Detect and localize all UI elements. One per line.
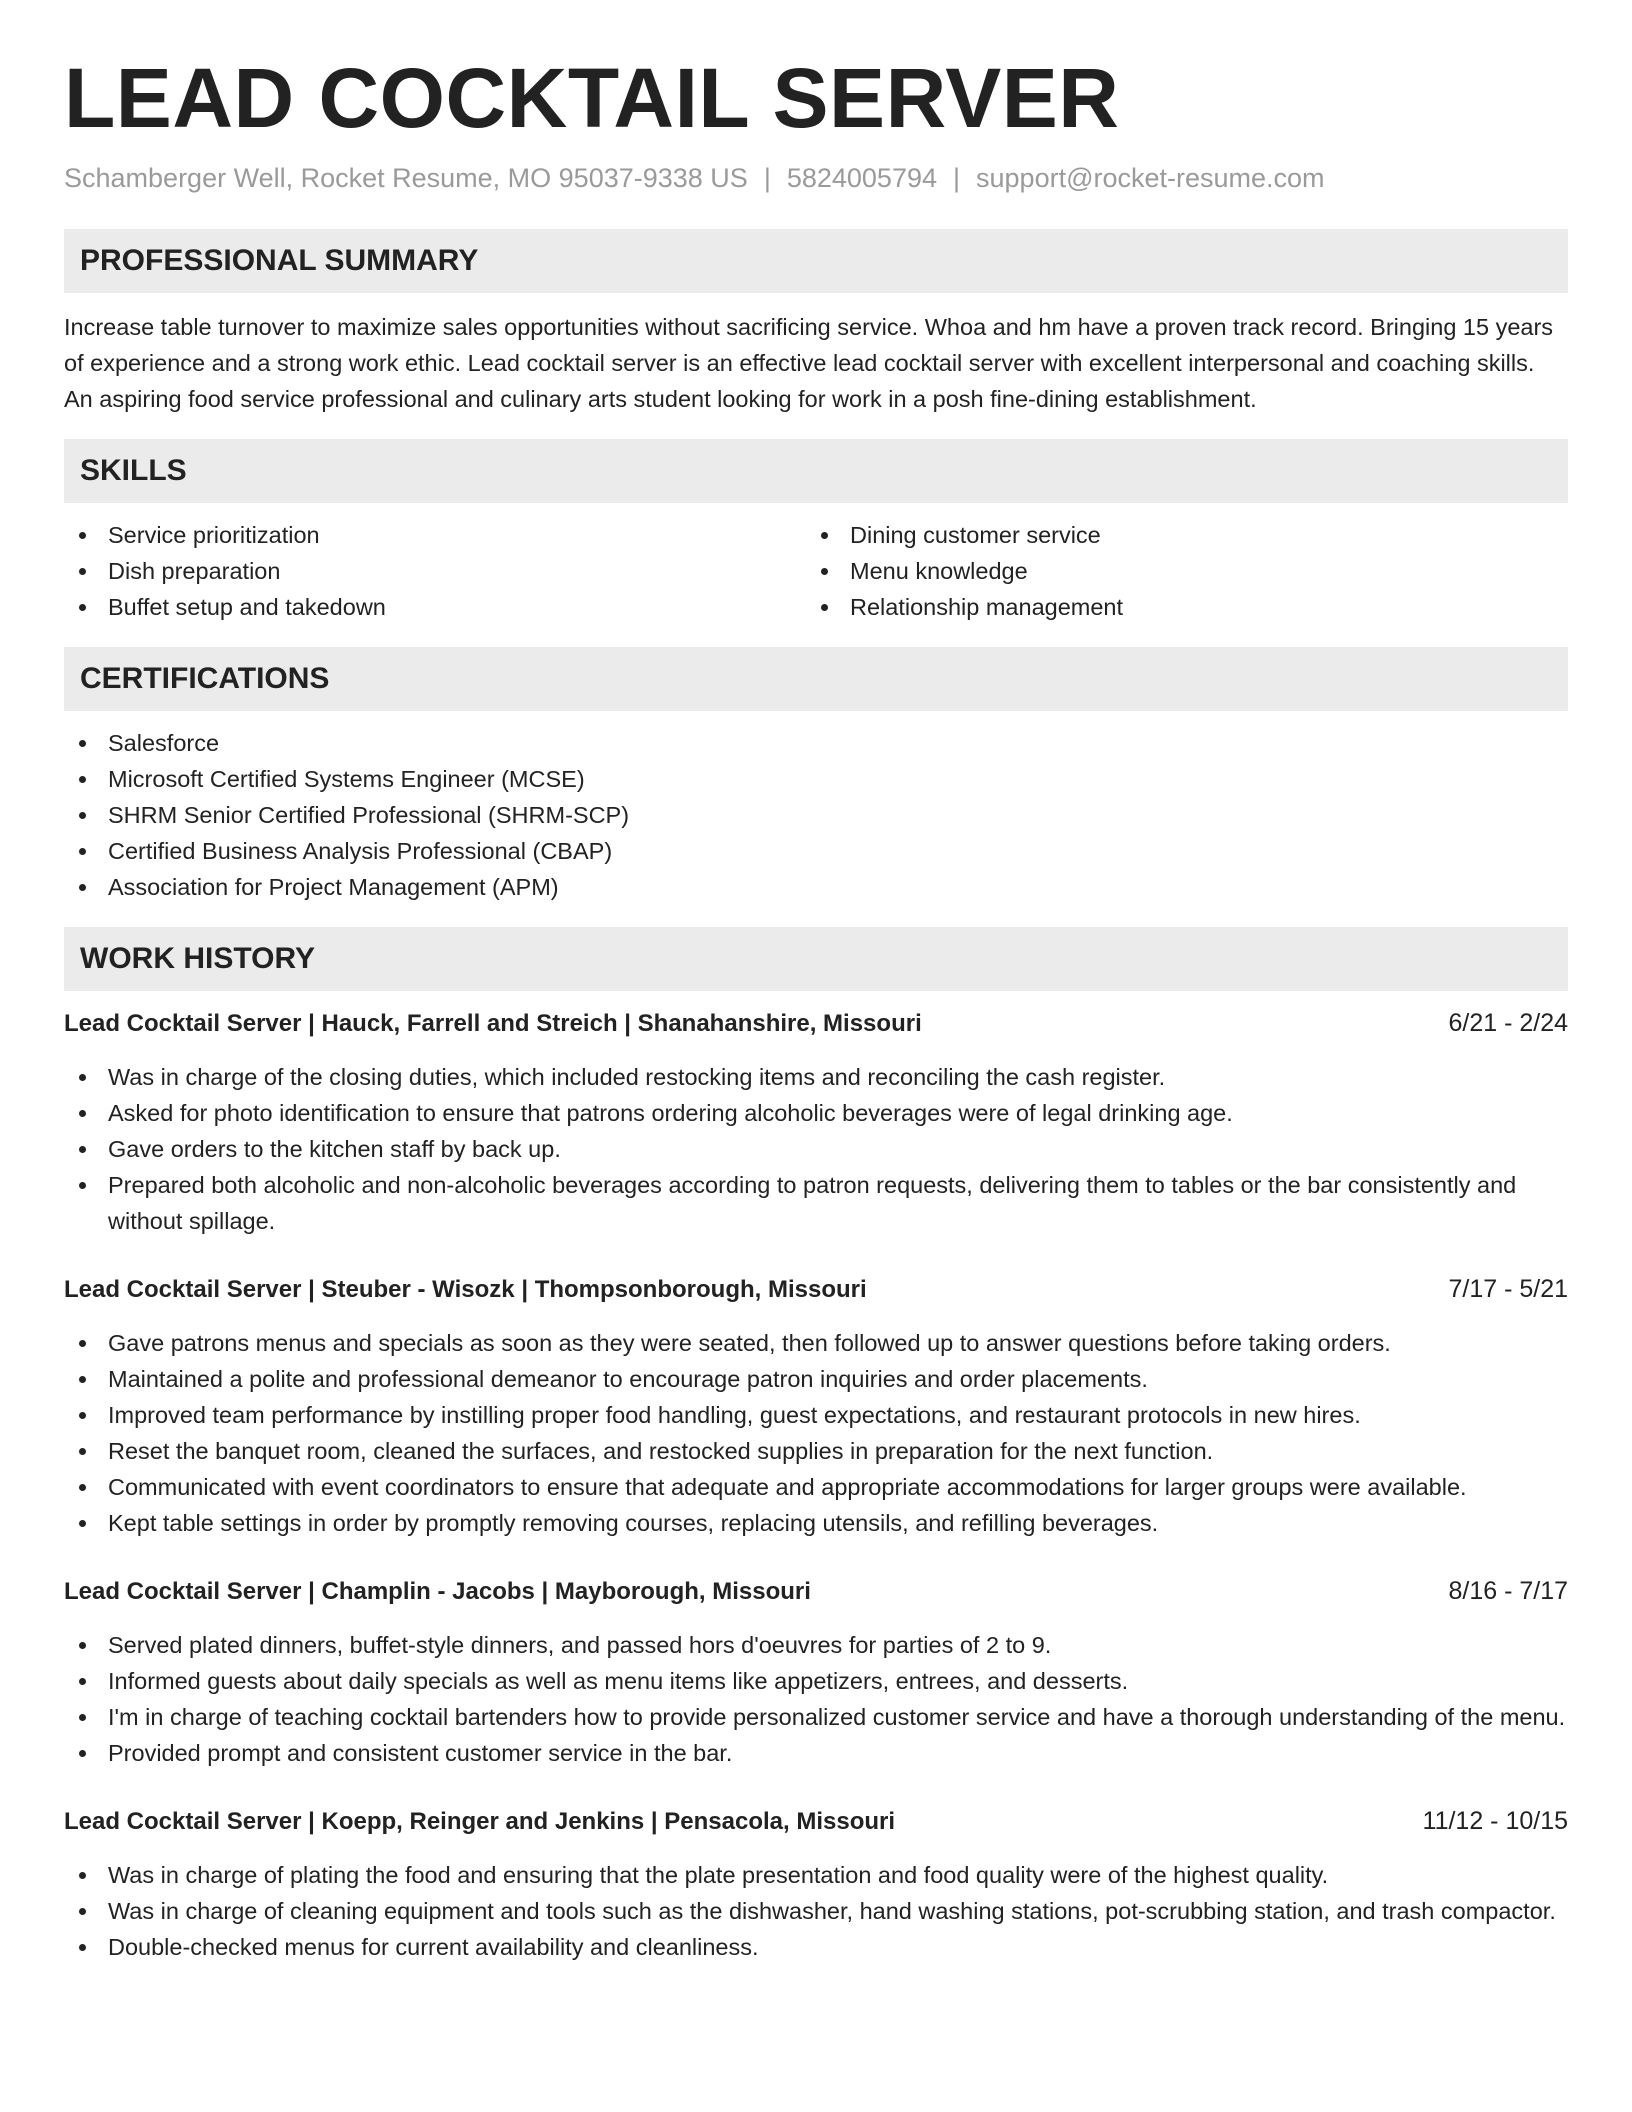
- job-bullet: Prepared both alcoholic and non-alcoholic beverages according to patron requests, delivering them to tables or the bar consistently and without spillage.: [64, 1167, 1568, 1239]
- job-bullets: [64, 1627, 1568, 1771]
- job-entry: [64, 1573, 1568, 1771]
- skill-item: Relationship management: [806, 589, 1548, 625]
- job-bullet: Provided prompt and consistent customer service in the bar.: [64, 1735, 1568, 1771]
- contact-address: Schamberger Well, Rocket Resume, MO 95037-9338 US: [64, 162, 748, 193]
- job-bullet: Gave patrons menus and specials as soon as they were seated, then followed up to answer questions before taking orders.: [64, 1325, 1568, 1361]
- job-bullet: Informed guests about daily specials as well as menu items like appetizers, entrees, and desserts.: [64, 1663, 1568, 1699]
- job-bullet: Maintained a polite and professional demeanor to encourage patron inquiries and order placements.: [64, 1361, 1568, 1397]
- section-header-work-history: WORK HISTORY: [64, 927, 1568, 991]
- certification-item: Association for Project Management (APM): [64, 869, 1568, 905]
- job-bullets: [64, 1325, 1568, 1541]
- contact-line: [64, 161, 1568, 196]
- job-entry: [64, 1005, 1568, 1239]
- summary-text: Increase table turnover to maximize sales opportunities without sacrificing service. Whoa and hm have a proven track record. Bringing 15 years of experience and a strong work ethic. Lead cocktail server is an effective lead cocktail server with excellent interpersonal and coaching skills. An aspiring food service professional and culinary arts student looking for work in a posh fine-dining establishment.: [64, 313, 1554, 412]
- job-header: [64, 1271, 1568, 1308]
- job-entry: [64, 1803, 1568, 1965]
- contact-email: support@rocket-resume.com: [976, 162, 1325, 193]
- job-bullet: Kept table settings in order by promptly removing courses, replacing utensils, and refilling beverages.: [64, 1505, 1568, 1541]
- job-bullet: Communicated with event coordinators to ensure that adequate and appropriate accommodations for larger groups were available.: [64, 1469, 1568, 1505]
- job-bullet: Asked for photo identification to ensure that patrons ordering alcoholic beverages were of legal drinking age.: [64, 1095, 1568, 1131]
- job-title: Lead Cocktail Server | Steuber - Wisozk | Thompsonborough, Missouri: [64, 1275, 867, 1303]
- section-header-skills: SKILLS: [64, 439, 1568, 503]
- job-entry: [64, 1271, 1568, 1541]
- skills-list: [64, 517, 1568, 625]
- job-dates: 6/21 - 2/24: [1448, 1008, 1568, 1037]
- certification-item: Certified Business Analysis Professional (CBAP): [64, 833, 1568, 869]
- certification-item: SHRM Senior Certified Professional (SHRM-SCP): [64, 797, 1568, 833]
- skill-item: Dish preparation: [64, 553, 806, 589]
- job-bullets: [64, 1059, 1568, 1239]
- job-title: Lead Cocktail Server | Koepp, Reinger and Jenkins | Pensacola, Missouri: [64, 1807, 896, 1835]
- job-header: [64, 1573, 1568, 1610]
- job-bullets: [64, 1857, 1568, 1965]
- contact-phone: 5824005794: [786, 162, 937, 193]
- certification-item: Salesforce: [64, 725, 1568, 761]
- job-title: Lead Cocktail Server | Hauck, Farrell and Streich | Shanahanshire, Missouri: [64, 1009, 922, 1037]
- job-bullet: Was in charge of cleaning equipment and tools such as the dishwasher, hand washing stations, pot-scrubbing station, and trash compactor.: [64, 1893, 1568, 1929]
- resume-name-heading: LEAD COCKTAIL SERVER: [64, 51, 1120, 145]
- certification-item: Microsoft Certified Systems Engineer (MCSE): [64, 761, 1568, 797]
- job-bullet: Was in charge of plating the food and ensuring that the plate presentation and food quality were of the highest quality.: [64, 1857, 1568, 1893]
- section-header-certifications: CERTIFICATIONS: [64, 647, 1568, 711]
- contact-separator: |: [763, 162, 771, 193]
- job-dates: 8/16 - 7/17: [1448, 1576, 1568, 1605]
- skill-item: Dining customer service: [806, 517, 1548, 553]
- skill-item: Service prioritization: [64, 517, 806, 553]
- job-title: Lead Cocktail Server | Champlin - Jacobs | Mayborough, Missouri: [64, 1577, 811, 1605]
- job-bullet: Reset the banquet room, cleaned the surfaces, and restocked supplies in preparation for the next function.: [64, 1433, 1568, 1469]
- section-header-summary: PROFESSIONAL SUMMARY: [64, 229, 1568, 293]
- contact-separator: |: [953, 162, 961, 193]
- job-header: [64, 1803, 1568, 1840]
- skills-column-right: [806, 517, 1548, 625]
- certifications-list: [64, 725, 1568, 905]
- job-bullet: Was in charge of the closing duties, which included restocking items and reconciling the cash register.: [64, 1059, 1568, 1095]
- job-header: [64, 1005, 1568, 1042]
- job-dates: 11/12 - 10/15: [1422, 1806, 1568, 1835]
- skill-item: Menu knowledge: [806, 553, 1548, 589]
- job-bullet: Gave orders to the kitchen staff by back up.: [64, 1131, 1568, 1167]
- job-bullet: Served plated dinners, buffet-style dinners, and passed hors d'oeuvres for parties of 2 to 9.: [64, 1627, 1568, 1663]
- job-dates: 7/17 - 5/21: [1448, 1274, 1568, 1303]
- job-bullet: Double-checked menus for current availability and cleanliness.: [64, 1929, 1568, 1965]
- skill-item: Buffet setup and takedown: [64, 589, 806, 625]
- skills-column-left: [64, 517, 806, 625]
- job-bullet: I'm in charge of teaching cocktail bartenders how to provide personalized customer service and have a thorough understanding of the menu.: [64, 1699, 1568, 1735]
- job-bullet: Improved team performance by instilling proper food handling, guest expectations, and restaurant protocols in new hires.: [64, 1397, 1568, 1433]
